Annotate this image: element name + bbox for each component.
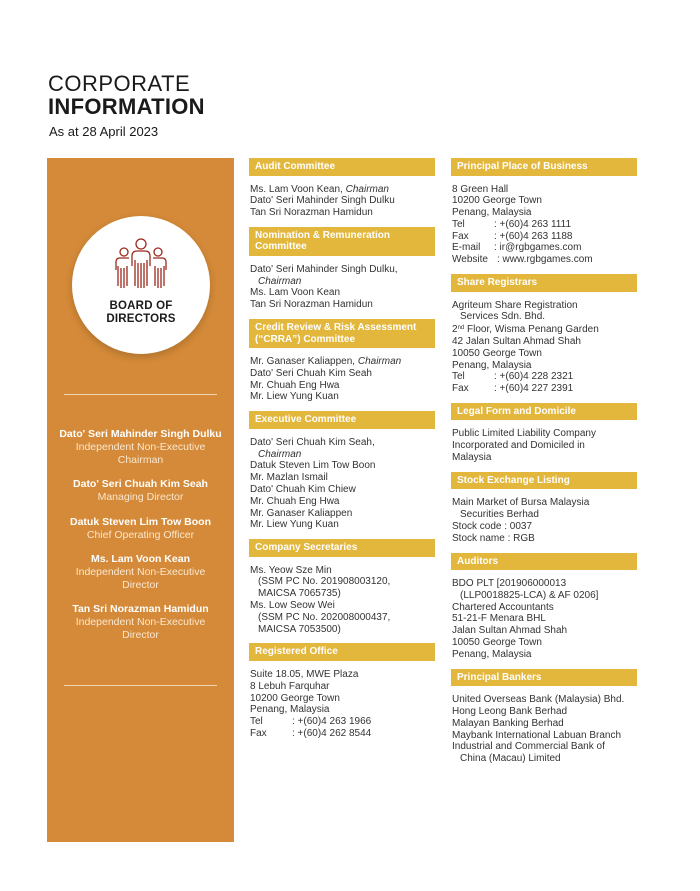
director-role: Chairman xyxy=(117,453,164,466)
board-label xyxy=(72,300,210,326)
director-role: Independent Non-Executive xyxy=(75,566,206,578)
email-link[interactable]: : ir@rgbgames.com xyxy=(494,242,582,254)
as-at-date: As at 28 April 2023 xyxy=(49,124,159,139)
website-link[interactable]: : www.rgbgames.com xyxy=(497,254,593,266)
floor-rest: Floor, Wisma Penang Garden xyxy=(464,324,599,336)
address-line: Suite 18.05, MWE Plaza xyxy=(250,668,359,680)
director-item xyxy=(47,603,234,641)
address-line: 51-21-F Menara BHL xyxy=(452,613,546,625)
website-label: Website xyxy=(452,254,488,266)
member-name: Ms. Lam Voon Kean, xyxy=(250,183,346,195)
member-name: Tan Sri Norazman Hamidun xyxy=(250,299,373,311)
company-details-column xyxy=(451,158,637,773)
tel-value: : +(60)4 263 1111 xyxy=(494,218,572,230)
board-of-directors-panel xyxy=(47,158,234,842)
director-role: Chief Operating Officer xyxy=(86,528,195,541)
secretary-name: Ms. Yeow Sze Min xyxy=(250,564,332,576)
stock-code: Stock code : 0037 xyxy=(452,520,533,532)
fax-value: : +(60)4 227 2391 xyxy=(494,383,574,395)
member-name: Tan Sri Norazman Hamidun xyxy=(250,207,373,219)
member-name: Dato' Seri Mahinder Singh Dulku xyxy=(250,195,395,207)
title-line-1: CORPORATE xyxy=(48,71,191,96)
website-row xyxy=(452,254,637,266)
address-line xyxy=(452,323,637,336)
secretary-name: Ms. Low Seow Wei xyxy=(250,600,335,612)
fax-value: : +(60)4 263 1188 xyxy=(494,230,573,242)
text-line: Malaysia xyxy=(452,452,492,464)
director-item xyxy=(47,478,234,504)
member-name: Dato' Seri Chuah Kim Seah, xyxy=(250,436,375,448)
tel-label: Tel xyxy=(452,218,465,230)
member-name: Dato' Seri Chuah Kim Seah xyxy=(250,367,372,379)
address-line: Agriteum Share Registration xyxy=(452,299,578,311)
address-line: 10200 George Town xyxy=(452,195,542,207)
director-item xyxy=(47,428,234,466)
nomination-committee-body xyxy=(249,256,435,311)
fax-label: Fax xyxy=(250,727,267,739)
member-name: Dato' Seri Mahinder Singh Dulku, xyxy=(250,263,398,275)
legal-form-body xyxy=(451,420,637,463)
bank-name: Industrial and Commercial Bank of xyxy=(452,741,605,753)
crra-committee-header: Credit Review & Risk Assessment (“CRRA”) Committee xyxy=(249,319,435,348)
fax-row xyxy=(452,231,637,243)
fax-row xyxy=(452,383,637,395)
secretary-detail: MAICSA 7053500) xyxy=(258,623,341,635)
registered-office-header: Registered Office xyxy=(249,643,435,661)
fax-label: Fax xyxy=(452,230,469,242)
executive-committee-body xyxy=(249,429,435,531)
legal-form-header: Legal Form and Domicile xyxy=(451,403,637,421)
fax-label: Fax xyxy=(452,383,469,395)
director-role: Director xyxy=(122,628,159,641)
member-name: Mr. Ganaser Kaliappen xyxy=(250,507,353,519)
address-line: Penang, Malaysia xyxy=(452,359,532,371)
director-role: Managing Director xyxy=(97,491,184,503)
text-line: Public Limited Liability Company xyxy=(452,428,596,440)
share-registrars-header: Share Registrars xyxy=(451,274,637,292)
email-row xyxy=(452,242,637,254)
people-group-icon xyxy=(112,236,170,294)
principal-bankers-body xyxy=(451,686,637,765)
principal-place-body xyxy=(451,176,637,267)
member-name: Mr. Mazlan Ismail xyxy=(250,472,328,484)
member-role: Chairman xyxy=(258,448,302,460)
tel-value: : +(60)4 263 1966 xyxy=(292,716,372,728)
principal-bankers-header: Principal Bankers xyxy=(451,669,637,687)
text-line: BDO PLT [201906000013 xyxy=(452,578,567,590)
director-name: Dato' Seri Chuah Kim Seah xyxy=(73,478,208,490)
audit-committee-body xyxy=(249,176,435,219)
member-name: Datuk Steven Lim Tow Boon xyxy=(250,460,376,472)
email-label: E-mail xyxy=(452,242,481,254)
fax-value: : +(60)4 262 8544 xyxy=(292,727,372,739)
crra-committee-body xyxy=(249,348,435,403)
director-name: Tan Sri Norazman Hamidun xyxy=(72,603,209,615)
address-line: 42 Jalan Sultan Ahmad Shah xyxy=(452,335,581,347)
text-line: Chartered Accountants xyxy=(452,601,554,613)
director-item xyxy=(47,553,234,591)
bank-name: Maybank International Labuan Branch xyxy=(452,729,622,741)
director-name: Ms. Lam Voon Kean xyxy=(91,553,190,565)
member-name: Ms. Lam Voon Kean xyxy=(250,287,341,299)
member-role: Chairman xyxy=(258,275,302,287)
executive-committee-header: Executive Committee xyxy=(249,411,435,429)
secretary-detail: (SSM PC No. 201908003120, xyxy=(258,576,391,588)
address-line: 8 Lebuh Farquhar xyxy=(250,680,330,692)
member-name: Mr. Chuah Eng Hwa xyxy=(250,495,340,507)
member-name: Mr. Liew Yung Kuan xyxy=(250,519,339,531)
registered-office-body xyxy=(249,661,435,740)
audit-committee-header: Audit Committee xyxy=(249,158,435,176)
share-registrars-body xyxy=(451,292,637,395)
company-secretaries-body xyxy=(249,557,435,636)
member-role: Chairman xyxy=(345,183,389,195)
stock-name: Stock name : RGB xyxy=(452,532,535,544)
bank-name: China (Macau) Limited xyxy=(460,753,561,765)
stock-listing-header: Stock Exchange Listing xyxy=(451,472,637,490)
address-line: Penang, Malaysia xyxy=(452,207,532,219)
text-line: (LLP0018825-LCA) & AF 0206] xyxy=(460,589,599,601)
text-line: Incorporated and Domiciled in xyxy=(452,440,585,452)
member-role: Chairman xyxy=(357,356,402,368)
director-name: Dato' Seri Mahinder Singh Dulku xyxy=(59,428,222,440)
address-line: Penang, Malaysia xyxy=(250,704,330,716)
auditors-header: Auditors xyxy=(451,553,637,571)
address-line: 10050 George Town xyxy=(452,347,542,359)
tel-row xyxy=(452,371,637,383)
secretary-detail: (SSM PC No. 202008000437, xyxy=(258,611,391,623)
text-line: Main Market of Bursa Malaysia xyxy=(452,497,590,509)
stock-listing-body xyxy=(451,489,637,544)
address-line: Services Sdn. Bhd. xyxy=(460,311,546,323)
member-name: Mr. Liew Yung Kuan xyxy=(250,391,339,403)
committees-column xyxy=(249,158,435,748)
address-line: Jalan Sultan Ahmad Shah xyxy=(452,625,568,637)
tel-row xyxy=(250,716,435,728)
board-badge xyxy=(72,216,210,354)
bank-name: United Overseas Bank (Malaysia) Bhd. xyxy=(452,694,625,706)
directors-list xyxy=(47,428,234,653)
bank-name: Malayan Banking Berhad xyxy=(452,717,564,729)
floor-number: 2 xyxy=(452,324,458,336)
floor-suffix: nd xyxy=(457,325,465,332)
tel-row xyxy=(452,219,637,231)
principal-place-header: Principal Place of Business xyxy=(451,158,637,176)
secretary-detail: MAICSA 7065735) xyxy=(258,588,341,600)
divider-bottom xyxy=(64,685,217,686)
board-label-line-2: DIRECTORS xyxy=(106,313,176,325)
divider-top xyxy=(64,394,217,395)
director-name: Datuk Steven Lim Tow Boon xyxy=(70,515,211,528)
tel-value: : +(60)4 228 2321 xyxy=(494,371,574,383)
company-secretaries-header: Company Secretaries xyxy=(249,539,435,557)
director-role: Independent Non-Executive xyxy=(75,441,206,453)
tel-label: Tel xyxy=(250,716,263,728)
text-line: Securities Berhad xyxy=(460,509,539,521)
director-role: Director xyxy=(122,578,159,591)
title-line-2: INFORMATION xyxy=(48,94,205,119)
address-line: 10200 George Town xyxy=(250,692,340,704)
address-line: Penang, Malaysia xyxy=(452,648,532,660)
tel-label: Tel xyxy=(452,371,465,383)
board-label-line-1: BOARD OF xyxy=(109,300,173,312)
address-line: 10050 George Town xyxy=(452,637,542,649)
nomination-committee-header: Nomination & Remuneration Committee xyxy=(249,227,435,256)
fax-row xyxy=(250,728,435,740)
address-line: 8 Green Hall xyxy=(452,183,509,195)
bank-name: Hong Leong Bank Berhad xyxy=(452,705,568,717)
auditors-body xyxy=(451,570,637,661)
member-name: Dato' Chuah Kim Chiew xyxy=(250,483,356,495)
director-role: Independent Non-Executive xyxy=(75,616,206,628)
member-name: Mr. Ganaser Kaliappen, xyxy=(250,356,358,368)
director-item xyxy=(47,516,234,542)
member-name: Mr. Chuah Eng Hwa xyxy=(250,379,340,391)
page-title xyxy=(48,73,205,119)
